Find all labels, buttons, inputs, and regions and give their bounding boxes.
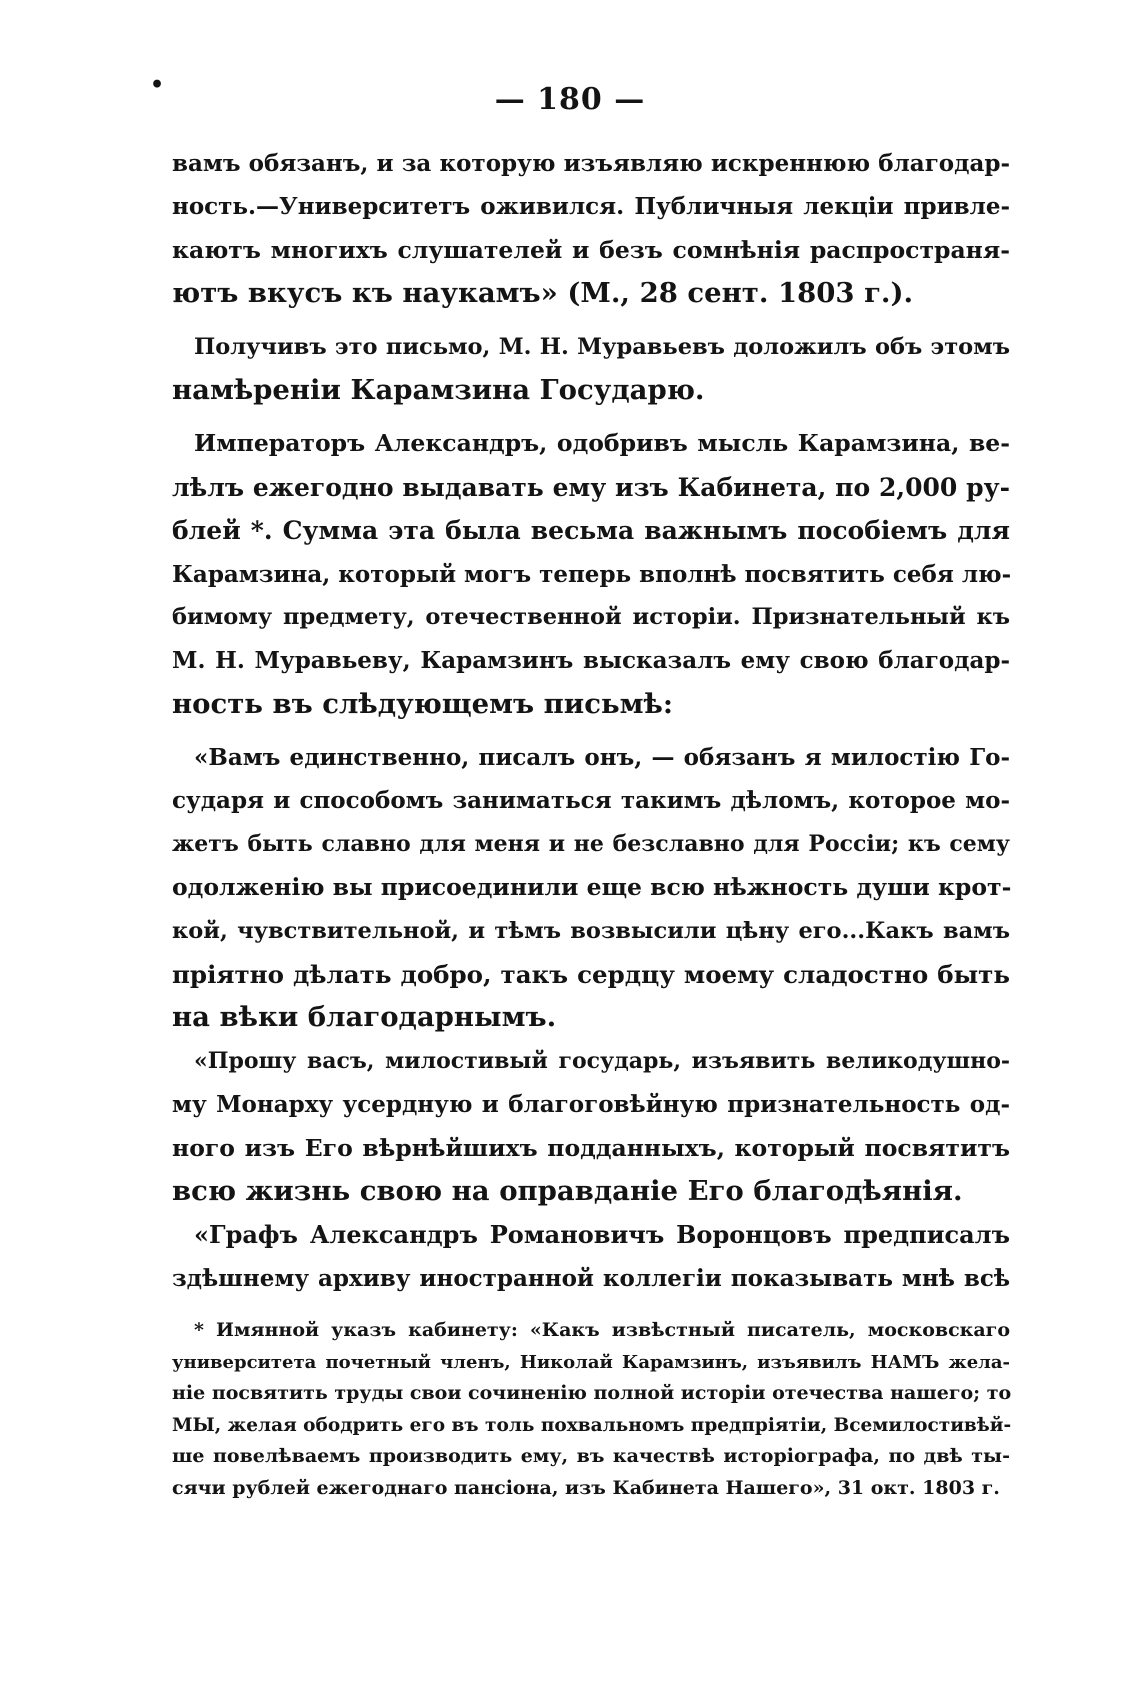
text-line: пріятно дѣлать добро, такъ сердцу моему сладостно быть [172,960,1010,990]
text-line: каютъ многихъ слушателей и безъ сомнѣнія распространя- [172,235,1010,264]
text-line: на вѣки благодарнымъ. [172,1001,557,1034]
text-line: бимому предмету, отечественной исторіи. Признательный къ [172,603,1010,630]
footnote-line: МЫ, желая ободрить его въ толь похвальномъ предпріятіи, Всемилостивѣй- [172,1414,1012,1436]
page-number: — 180 — [494,82,646,117]
text-line: блей *. Сумма эта была весьма важнымъ пособіемъ для [172,516,1010,546]
footnote-line: сячи рублей ежегоднаго пансіона, изъ Кабинета Нашего», 31 окт. 1803 г. [172,1476,1000,1499]
text-line: намѣреніи Карамзина Государю. [172,373,705,406]
footnote-line: ше повелѣваемъ производить ему, въ качествѣ исторіографа, по двѣ ты- [172,1445,1010,1467]
footnote [172,1315,1010,1504]
main-text [172,142,1010,1300]
text-line: всю жизнь свою на оправданіе Его благодѣянія. [172,1174,963,1207]
text-line: лѣлъ ежегодно выдавать ему изъ Кабинета, по 2,000 ру- [172,472,1010,502]
text-line: «Вамъ единственно, писалъ онъ, — обязанъ я милостію Го- [194,744,1010,772]
text-line: Карамзина, который могъ теперь вполнѣ посвятить себя лю- [172,560,1012,588]
text-line: сударя и способомъ заниматься такимъ дѣломъ, которое мо- [172,787,1010,815]
stray-print-mark: • [150,72,165,98]
footnote-line: ніе посвятить труды свои сочиненію полной исторіи отечества нашего; то [172,1382,1012,1404]
text-line: вамъ обязанъ, и за которую изъявляю искреннюю благодар- [172,150,1010,177]
text-line: одолженію вы присоединили еще всю нѣжность души крот- [172,873,1012,902]
text-line: «Прошу васъ, милостивый государь, изъявить великодушно- [194,1047,1010,1074]
text-line: Получивъ это письмо, М. Н. Муравьевъ доложилъ объ этомъ [194,333,1010,360]
text-line: кой, чувствительной, и тѣмъ возвысили цѣну его...Какъ вамъ [172,917,1010,944]
text-line: «Графъ Александръ Романовичъ Воронцовъ предписалъ [194,1220,1010,1250]
text-line: ность.—Университетъ оживился. Публичныя лекціи привле- [172,193,1010,221]
footnote-line: университета почетный членъ, Николай Карамзинъ, изъявилъ НАМЪ жела- [172,1351,1010,1373]
text-line: ного изъ Его вѣрнѣйшихъ подданныхъ, который посвятитъ [172,1133,1010,1162]
text-line: жетъ быть славно для меня и не безславно для Россіи; къ сему [172,830,1010,857]
text-line: М. Н. Муравьеву, Карамзинъ высказалъ ему свою благодар- [172,647,1010,675]
text-line: му Монарху усердную и благоговѣйную признательность од- [172,1091,1010,1119]
text-line: ютъ вкусъ къ наукамъ» (М., 28 сент. 1803 г.). [172,277,914,310]
text-line: ность въ слѣдующемъ письмѣ: [172,687,673,720]
footnote-line: * Имянной указъ кабинету: «Какъ извѣстный писатель, московскаго [194,1319,1010,1341]
text-line: здѣшнему архиву иностранной коллегіи показывать мнѣ всѣ [172,1264,1010,1292]
text-line: Императоръ Александръ, одобривъ мысль Карамзина, ве- [194,429,1010,458]
